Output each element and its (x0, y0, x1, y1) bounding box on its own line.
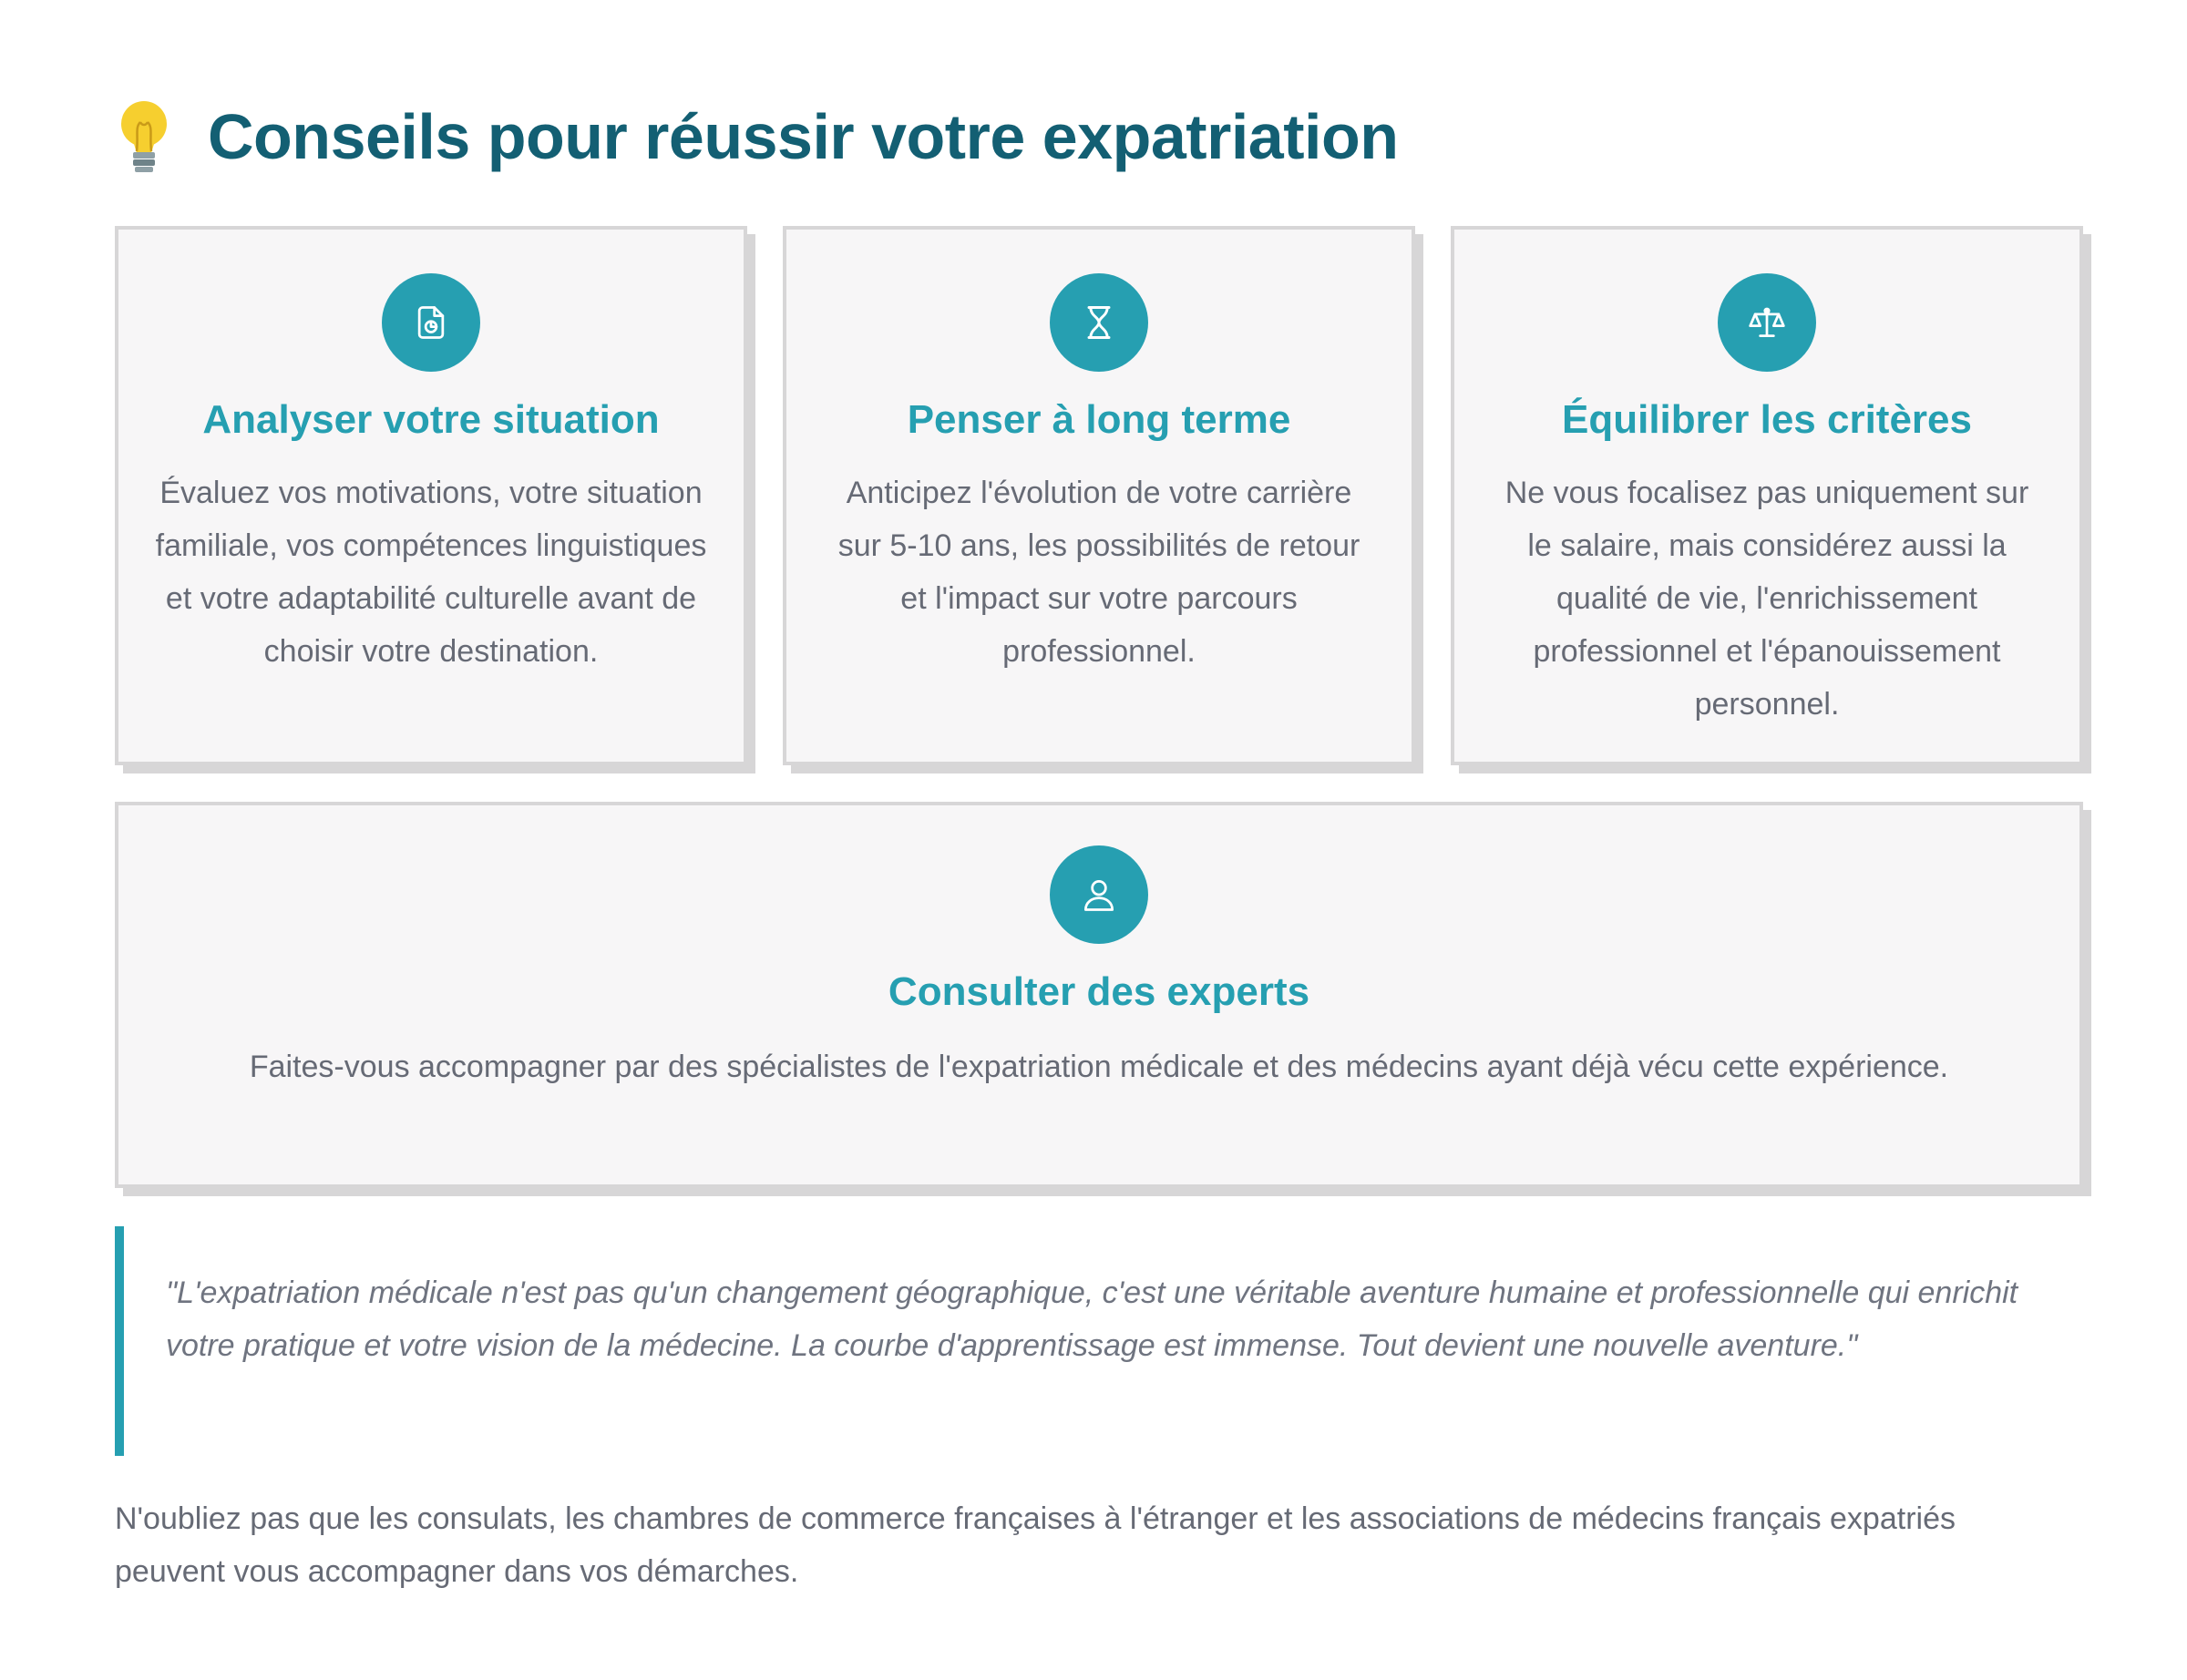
card-icon-badge (1050, 273, 1148, 372)
tip-card-equilibrer (1451, 226, 2083, 765)
card-title: Consulter des experts (888, 969, 1310, 1014)
card-description: Faites-vous accompagner par des spécialistes de l'expatriation médicale et des médecins ayant déjà vécu cette expérience. (249, 1050, 1949, 1084)
document-chart-icon (411, 302, 451, 343)
closing-note: N'oubliez pas que les consulats, les chambres de commerce françaises à l'étranger et les associations de médecins français expatriés peuvent vous accompagner dans vos démarches. (115, 1501, 1956, 1589)
page-title: Conseils pour réussir votre expatriation (208, 101, 1399, 172)
balance-scale-icon (1747, 302, 1787, 343)
section-header (115, 91, 1398, 182)
tip-card-analyser (115, 226, 747, 765)
testimonial-quote (115, 1226, 2087, 1456)
card-icon-badge (1718, 273, 1816, 372)
light-bulb-icon (115, 98, 173, 175)
card-description: Anticipez l'évolution de votre carrière sur 5-10 ans, les possibilités de retour et l'impact sur votre parcours professionnel. (837, 476, 1360, 669)
card-icon-badge (1050, 845, 1148, 944)
card-title: Analyser votre situation (202, 397, 660, 442)
hourglass-icon (1079, 302, 1119, 343)
card-title: Penser à long terme (907, 397, 1291, 442)
card-title: Équilibrer les critères (1562, 397, 1972, 442)
card-icon-badge (382, 273, 480, 372)
user-icon (1079, 875, 1119, 915)
tip-card-experts (115, 802, 2083, 1188)
card-description: Évaluez vos motivations, votre situation familiale, vos compétences linguistiques et votre adaptabilité culturelle avant de choisir votre destination. (155, 476, 707, 669)
card-description: Ne vous focalisez pas uniquement sur le salaire, mais considérez aussi la qualité de vie, l'enrichissement professionnel et l'épanouissement personnel. (1504, 476, 2029, 722)
tip-card-long-terme (783, 226, 1415, 765)
quote-text: "L'expatriation médicale n'est pas qu'un changement géographique, c'est une véritable aventure humaine et professionnelle qui enrichit votre pratique et votre vision de la médecine. La courbe d'apprentissage est immense. Tout devient une nouvelle aventure." (166, 1275, 2018, 1363)
